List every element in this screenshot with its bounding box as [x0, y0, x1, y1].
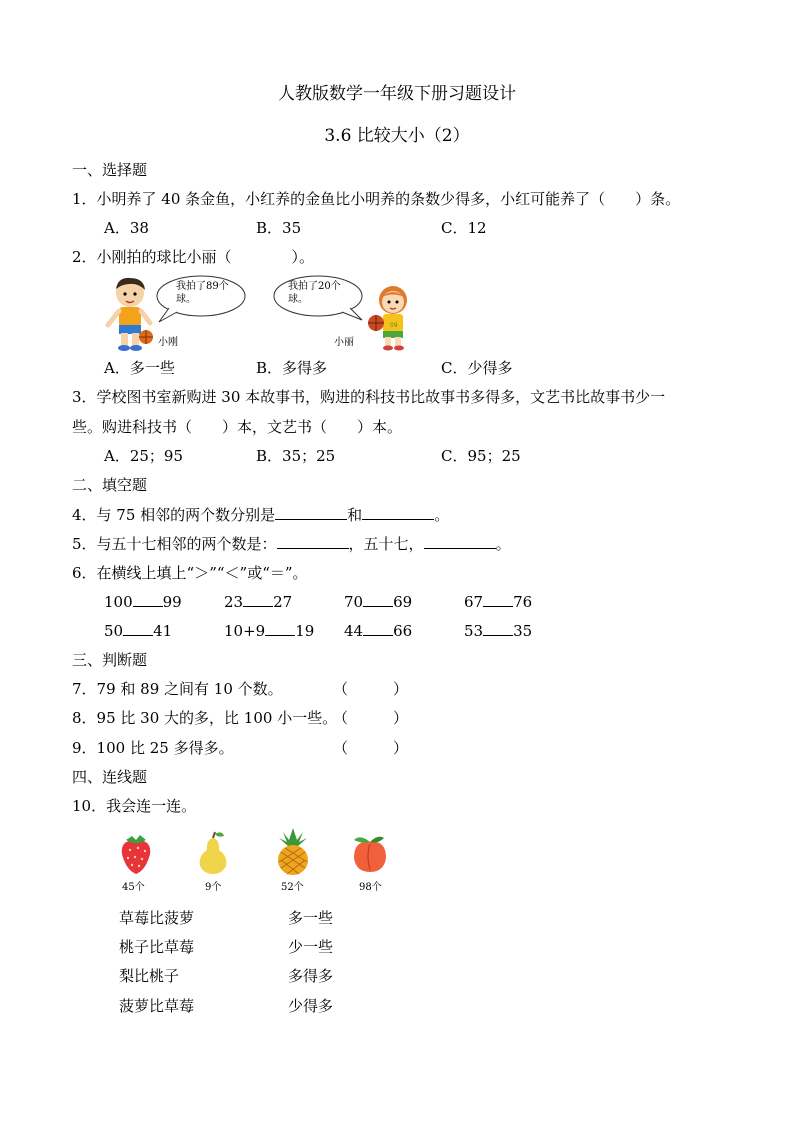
answer-blank[interactable]: [123, 621, 153, 636]
speech-bubble-right-text: 我拍了20个球。: [288, 281, 341, 305]
section-heading-choice: 一、选择题: [72, 161, 148, 179]
question-1-option-b: B．35: [256, 219, 302, 237]
name-label-boy: 小刚: [158, 337, 178, 348]
question-2-stem: 2．小刚拍的球比小丽（ ）。: [72, 248, 315, 266]
question-2-option-c: C．少得多: [441, 359, 513, 377]
question-3-option-c: C．95；25: [441, 447, 521, 465]
match-left-item[interactable]: 草莓比菠萝: [119, 909, 195, 927]
question-9-answer-paren[interactable]: （ ）: [333, 739, 409, 757]
left-value: 53: [464, 622, 484, 640]
question-4: [72, 505, 449, 525]
right-value: 66: [393, 622, 413, 640]
question-9-text: 9．100 比 25 多得多。: [72, 739, 234, 757]
question-1-option-c: C．12: [441, 219, 487, 237]
question-3-line-2: 些。购进科技书（ ）本，文艺书（ ）本。: [72, 418, 403, 436]
pear-icon: [196, 830, 230, 876]
comparison-item: [224, 621, 314, 641]
question-5: [72, 534, 511, 554]
comparison-item: [344, 621, 412, 641]
answer-blank[interactable]: [483, 592, 513, 607]
answer-blank[interactable]: [424, 534, 496, 549]
answer-blank[interactable]: [363, 592, 393, 607]
question-1-stem: 1．小明养了 40 条金鱼，小红养的金鱼比小明养的条数少得多，小红可能养了（ ）条。: [72, 190, 681, 208]
question-2-option-a: A．多一些: [104, 359, 175, 377]
question-3-line-1: 3．学校图书室新购进 30 本故事书，购进的科技书比故事书多得多，文艺书比故事书少一: [72, 388, 666, 406]
question-7-text: 7．79 和 89 之间有 10 个数。: [72, 680, 283, 698]
question-8-answer-paren[interactable]: （ ）: [333, 709, 409, 727]
comparison-item: [224, 592, 292, 612]
comparison-item: [104, 621, 172, 641]
left-value: 50: [104, 622, 124, 640]
match-left-item[interactable]: 梨比桃子: [119, 967, 180, 985]
left-value: 10+9: [224, 622, 266, 640]
question-7-answer-paren[interactable]: （ ）: [333, 680, 409, 698]
match-right-item[interactable]: 多得多: [288, 967, 334, 985]
peach-count: 98个: [359, 882, 382, 893]
right-value: 99: [162, 593, 182, 611]
right-value: 41: [153, 622, 173, 640]
question-8-text: 8．95 比 30 大的多，比 100 小一些。: [72, 709, 338, 727]
comparison-item: [464, 592, 532, 612]
name-label-girl: 小丽: [334, 337, 354, 348]
comparison-item: [344, 592, 412, 612]
question-10-stem: 10．我会连一连。: [72, 797, 197, 815]
question-5-suffix: 。: [495, 535, 511, 553]
match-right-item[interactable]: 少一些: [288, 938, 334, 956]
answer-blank[interactable]: [243, 592, 273, 607]
question-5-prefix: 5．与五十七相邻的两个数是：: [72, 535, 277, 553]
answer-blank[interactable]: [363, 621, 393, 636]
match-left-item[interactable]: 桃子比草莓: [119, 938, 195, 956]
question-1-option-a: A．38: [104, 219, 149, 237]
question-2-option-b: B．多得多: [256, 359, 328, 377]
question-5-middle: ，五十七，: [348, 535, 424, 553]
answer-blank[interactable]: [362, 505, 434, 520]
question-4-middle: 和: [347, 506, 363, 524]
answer-blank[interactable]: [265, 621, 295, 636]
page-title: 人教版数学一年级下册习题设计: [278, 84, 516, 104]
answer-blank[interactable]: [133, 592, 163, 607]
boy-dribbling-icon: [100, 275, 160, 353]
answer-blank[interactable]: [275, 505, 347, 520]
pineapple-icon: [273, 826, 313, 876]
left-value: 100: [104, 593, 133, 611]
question-3-option-b: B．35；25: [256, 447, 336, 465]
question-4-suffix: 。: [434, 506, 450, 524]
match-right-item[interactable]: 多一些: [288, 909, 334, 927]
left-value: 44: [344, 622, 364, 640]
right-value: 19: [295, 622, 315, 640]
right-value: 69: [393, 593, 413, 611]
question-6-stem: 6．在横线上填上“＞”“＜”或“＝”。: [72, 564, 308, 582]
strawberry-count: 45个: [122, 882, 145, 893]
peach-icon: [350, 832, 390, 876]
answer-blank[interactable]: [277, 534, 349, 549]
strawberry-icon: [118, 832, 154, 876]
svg-text:09: 09: [390, 322, 398, 329]
right-value: 35: [513, 622, 533, 640]
pineapple-count: 52个: [281, 882, 304, 893]
comparison-item: [464, 621, 532, 641]
right-value: 27: [273, 593, 293, 611]
comparison-item: [104, 592, 182, 612]
section-heading-fill: 二、填空题: [72, 476, 148, 494]
left-value: 23: [224, 593, 244, 611]
match-left-item[interactable]: 菠萝比草莓: [119, 997, 195, 1015]
answer-blank[interactable]: [483, 621, 513, 636]
section-heading-match: 四、连线题: [72, 768, 148, 786]
speech-bubble-left-text: 我拍了89个球。: [176, 281, 229, 305]
right-value: 76: [513, 593, 533, 611]
page-subtitle: 3.6 比较大小（2）: [324, 126, 470, 146]
section-heading-judge: 三、判断题: [72, 651, 148, 669]
left-value: 67: [464, 593, 484, 611]
question-3-option-a: A．25；95: [104, 447, 184, 465]
pear-count: 9个: [205, 882, 222, 893]
question-4-prefix: 4．与 75 相邻的两个数分别是: [72, 506, 276, 524]
left-value: 70: [344, 593, 364, 611]
girl-with-ball-icon: [366, 283, 418, 351]
match-right-item[interactable]: 少得多: [288, 997, 334, 1015]
